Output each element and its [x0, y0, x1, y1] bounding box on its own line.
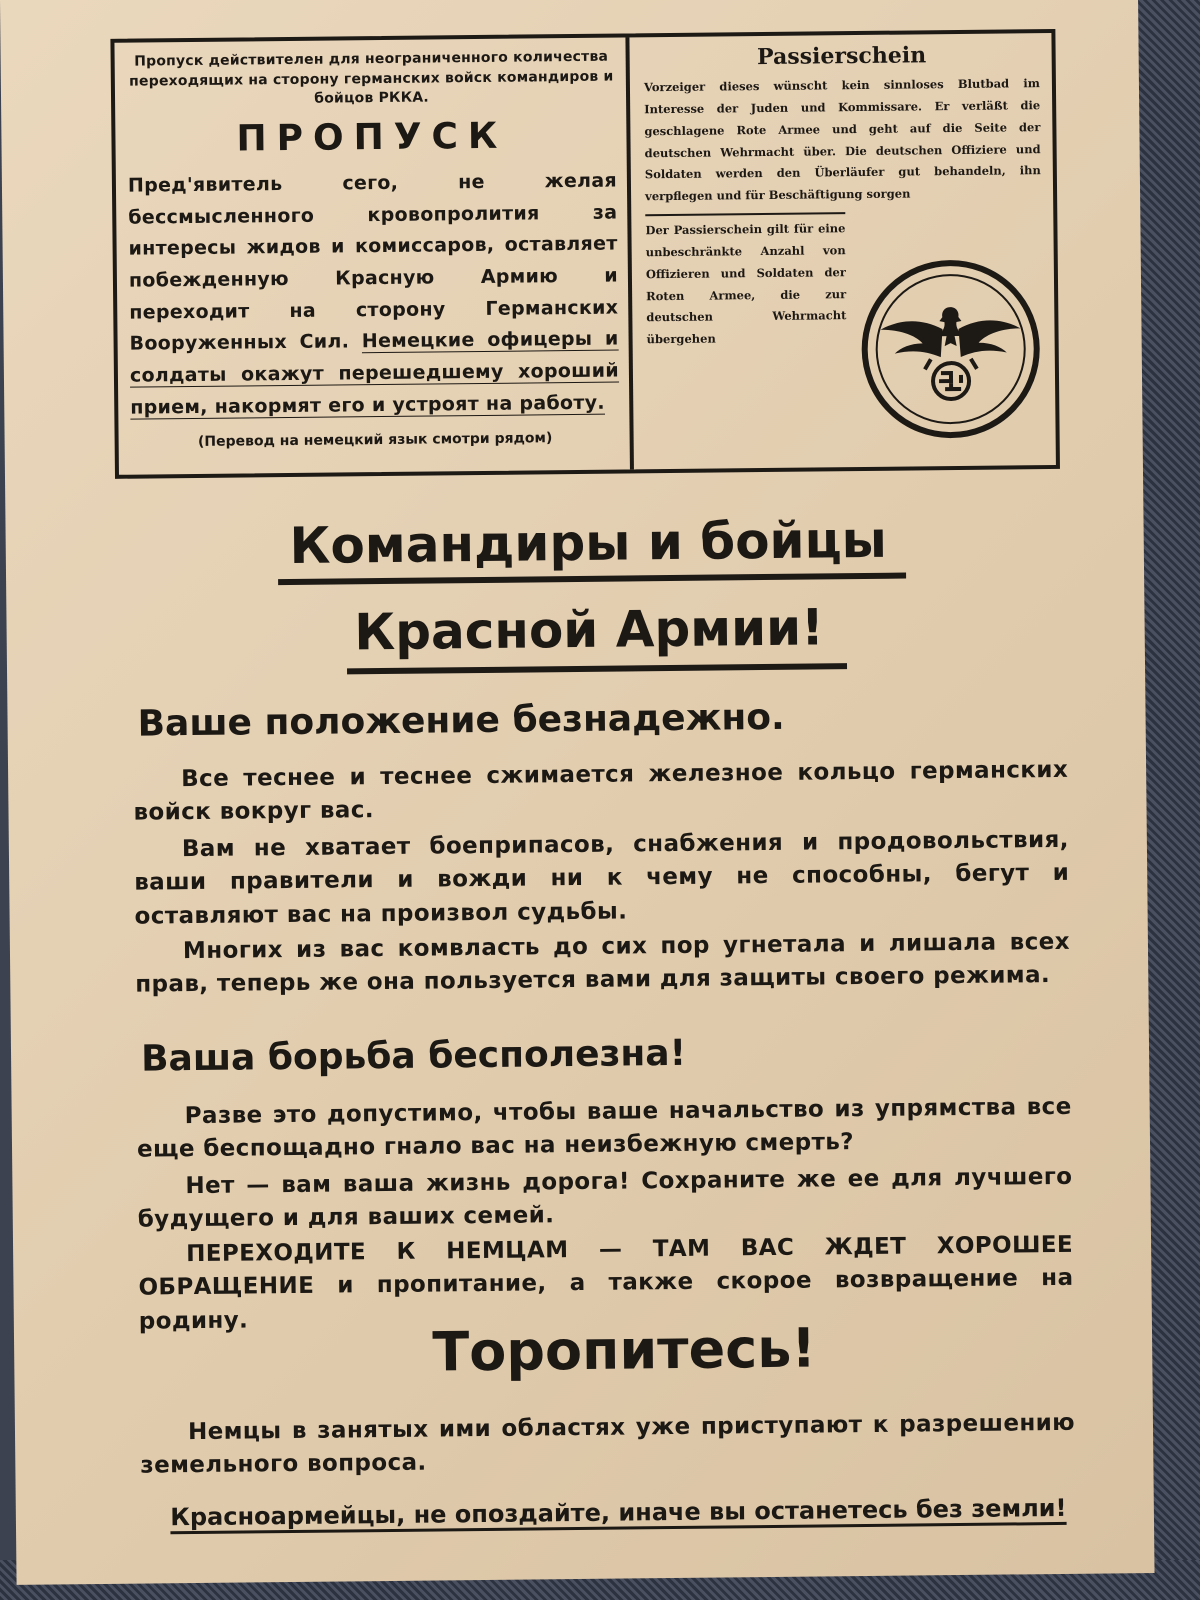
section1-paragraph-2: Вам не хватает боеприпасов, снабжения и продовольствия, ваши правители и вожди ни к чему не способны, бегут и оставляют вас на произвол судьбы.: [134, 826, 1070, 930]
pass-ru-text-plain: Пред'явитель сего, не желая бессмысленного кровопролития за интересы жидов и комиссаров, оставляет побежденную Красную Армию и переходит на сторону Германских Вооруженных Сил.: [127, 169, 619, 356]
pass-ru-text-underlined: Немецкие офицеры и солдаты окажут перешедшему хороший прием, накормят его и устроят на работу.: [129, 327, 620, 419]
main-heading-line1: Командиры и бойцы: [289, 510, 888, 575]
main-heading-line2: Красной Армии!: [354, 598, 825, 662]
section1-title: Ваше положение безнадежно.: [137, 696, 785, 745]
pass-de-title: Passierschein: [756, 42, 927, 71]
section3-title: Торопитесь!: [432, 1316, 817, 1384]
eagle-seal-icon: [860, 258, 1042, 440]
pass-german: [629, 33, 1056, 469]
section3-paragraph-1: Немцы в занятых ими областях уже приступают к разрешению земельного вопроса.: [140, 1409, 1076, 1479]
pass-ru-footer: (Перевод на немецкий язык смотри рядом): [197, 429, 553, 450]
section1-paragraph-3: Многих из вас комвласть до сих пор угнетала и лишала всех прав, теперь же она пользуется вами для защиты своего режима.: [135, 928, 1071, 998]
section2-title: Ваша борьба бесполезна!: [140, 1032, 687, 1080]
pass-ru-note: Пропуск действителен для неограниченного количества переходящих на сторону германских войск командиров и бойцов РККА.: [129, 48, 614, 107]
section2-paragraph-2: Нет — вам ваша жизнь дорога! Сохраните же ее для лучшего будущего и для ваших семей.: [137, 1163, 1073, 1233]
pass-box: [110, 29, 1060, 479]
pass-de-text: Vorzeiger dieses wünscht kein sinnloses Blutbad im Interesse der Juden und Kommissare. Er verläßt die geschlagene Rote Armee und geht auf die Seite der deutschen Wehrmacht über. Die deutschen Offiziere und Soldaten werden den Überläufer gut behandeln, ihn verpflegen und für Beschäftigung sorgen: [643, 76, 1041, 204]
section1-paragraph-1: Все теснее и теснее сжимается железное кольцо германских войск вокруг вас.: [133, 756, 1069, 826]
pass-de-note: Der Passierschein gilt für eine unbeschränkte Anzahl von Offizieren und Soldaten der Roten Armee, die zur deutschen Wehrmacht übergehen: [645, 221, 847, 347]
section2-paragraph-3: ПЕРЕХОДИТЕ К НЕМЦАМ — ТАМ ВАС ЖДЕТ ХОРОШЕЕ ОБРАЩЕНИЕ и пропитание, а также скорое возвращение на родину.: [138, 1231, 1074, 1335]
pass-de-divider: [645, 212, 845, 216]
heading-rule-1: [278, 573, 906, 586]
pass-ru-title: ПРОПУСК: [236, 115, 508, 160]
section2-paragraph-1: Разве это допустимо, чтобы ваше начальство из упрямства все еще беспощадно гнало вас на неизбежную смерть?: [136, 1093, 1072, 1163]
pass-russian: [114, 37, 633, 474]
final-slogan: Красноармейцы, не опоздайте, иначе вы останетесь без земли!: [170, 1493, 1067, 1532]
heading-rule-2: [347, 663, 847, 674]
pass-ru-text: [128, 165, 620, 424]
